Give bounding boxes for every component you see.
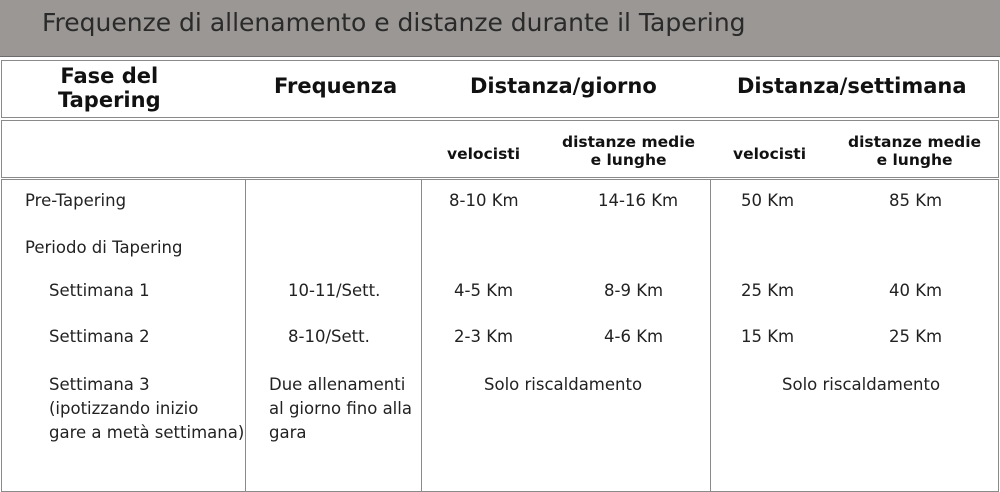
row-period-phase: Periodo di Tapering xyxy=(25,238,183,257)
subheader-day-middle-line1: distanze medie xyxy=(562,133,696,151)
row-week3-frequency-line2: al giorno fino alla xyxy=(269,399,412,418)
row-pre-week-sprint: 50 Km xyxy=(741,191,795,210)
row-week2-frequency: 8-10/Sett. xyxy=(288,327,370,346)
header-frequency: Frequenza xyxy=(274,74,398,98)
row-pre-week-mid: 85 Km xyxy=(889,191,943,210)
row-pre-day-mid: 14-16 Km xyxy=(598,191,679,210)
row-week2-phase: Settimana 2 xyxy=(49,327,150,346)
column-divider xyxy=(421,179,422,491)
row-week3-phase-line1: Settimana 3 xyxy=(49,375,150,394)
column-divider xyxy=(710,179,711,491)
row-week2-day-mid: 4-6 Km xyxy=(604,327,664,346)
row-week3-frequency-line3: gara xyxy=(269,423,307,442)
title-bar xyxy=(0,0,1000,57)
row-week3-week: Solo riscaldamento xyxy=(782,375,941,394)
row-pre-day-sprint: 8-10 Km xyxy=(449,191,519,210)
header-phase-line1: Fase del xyxy=(60,64,159,88)
page-title: Frequenze di allenamento e distanze durante il Tapering xyxy=(42,8,746,37)
row-week2-day-sprint: 2-3 Km xyxy=(454,327,514,346)
subheader-week-sprinters: velocisti xyxy=(733,145,807,163)
row-week3-phase-line3: gare a metà settimana) xyxy=(49,423,245,442)
subheader-week-middle-line2: e lunghe xyxy=(876,151,953,169)
subheader-day-middle xyxy=(562,133,695,169)
row-pre-phase: Pre-Tapering xyxy=(25,191,127,210)
header-distance-week: Distanza/settimana xyxy=(737,74,967,98)
row-week2-week-sprint: 15 Km xyxy=(741,327,795,346)
subheader-week-middle-line1: distanze medie xyxy=(848,133,982,151)
header-phase xyxy=(58,64,161,112)
row-week3-frequency-line1: Due allenamenti xyxy=(269,375,406,394)
row-week1-day-mid: 8-9 Km xyxy=(604,281,664,300)
row-week1-frequency: 10-11/Sett. xyxy=(288,281,381,300)
header-distance-day: Distanza/giorno xyxy=(470,74,657,98)
row-week3-phase-line2: (ipotizzando inizio xyxy=(49,399,199,418)
subheader-week-middle xyxy=(848,133,981,169)
row-week1-week-mid: 40 Km xyxy=(889,281,943,300)
row-week1-day-sprint: 4-5 Km xyxy=(454,281,514,300)
row-week1-week-sprint: 25 Km xyxy=(741,281,795,300)
subheader-day-middle-line2: e lunghe xyxy=(590,151,667,169)
column-divider xyxy=(245,179,246,491)
row-week1-phase: Settimana 1 xyxy=(49,281,150,300)
row-week3-phase xyxy=(49,373,244,445)
header-phase-line2: Tapering xyxy=(58,88,161,112)
row-week3-frequency xyxy=(269,373,412,445)
subheader-day-sprinters: velocisti xyxy=(447,145,521,163)
row-week2-week-mid: 25 Km xyxy=(889,327,943,346)
row-week3-day: Solo riscaldamento xyxy=(484,375,643,394)
